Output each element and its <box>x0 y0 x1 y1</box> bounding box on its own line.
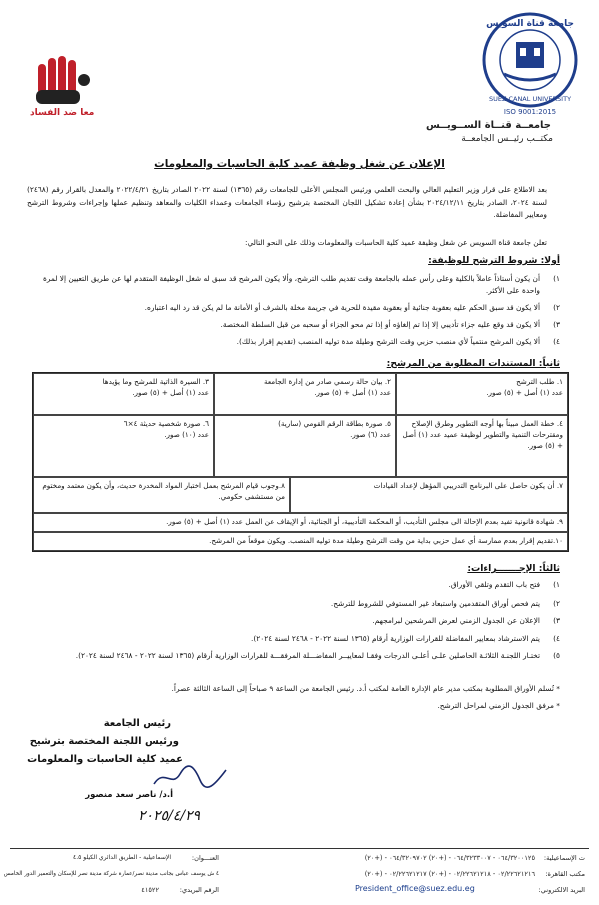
footer-divider <box>10 848 589 849</box>
footer-email-link[interactable]: President_office@suez.edu.eg <box>355 884 475 893</box>
item-text: ألا يكون المرشح منتمياً لأي منصب حزبي وقت الترشح وطيلة مدة توليه المنصب (تقديم إقرار بذلك). <box>236 337 540 346</box>
item-number: ٢) <box>553 599 560 608</box>
procedure-item <box>30 598 560 610</box>
item-text: يتم الاسترشاد بمعايير المفاضلة للقرارات الوزارية أرقام (١٣٦٥ لسنة ٢٠٢٢ - ٢٤٦٨ لسنة ٢٠٢٤). <box>251 634 540 643</box>
procedure-item <box>30 633 560 645</box>
signature-committee: ورئيس اللجنة المختصة بترشيح <box>29 736 179 747</box>
doc-cell-10: ١٠.تقديم إقرار بعدم ممارسة أي عمل حزبي بداية من وقت الترشح وطيلة مدة توليه المنصب. ويكون موقعاً من المرشح. <box>33 532 568 551</box>
procedure-item <box>30 615 560 627</box>
footer-cairo-label: مكتب القاهرة: <box>545 870 585 878</box>
procedure-item <box>30 650 560 662</box>
section-heading-conditions: أولا: شروط الترشح للوظيفة: <box>428 255 560 266</box>
doc-cell-8: ٨.وجوب قيام المرشح بعمل اختبار المواد المخدرة حديث، وأن يكون معتمد ومختوم من مستشفى حكومي. <box>33 477 290 513</box>
section-heading-documents: ثانياً: المستندات المطلوبة من المرشح: <box>386 358 560 369</box>
condition-item <box>30 319 560 331</box>
president-office-label: مكتــب رئيــس الجامعــة <box>461 134 553 144</box>
doc-cell-9: ٩. شهادة قانونية تفيد بعدم الإحالة الى مجلس التأديب، أو المحكمة التأديبية، أو الجنائية، أو الإيقاف عن العمل عدد (١) أصل + (٥) صور. <box>33 513 568 532</box>
procedure-item <box>30 579 560 591</box>
item-number: ٢) <box>553 303 560 312</box>
intro-paragraph: بعد الاطلاع على قرار وزير التعليم العالي والبحث العلمي ورئيس المجلس الأعلى للجامعات رقم (١٣٦٥) لسنة ٢٠٢٢ الصادر بتاريخ ٢٠٢٢/٤/٢١ والمعدل بالقرار رقم (٢٤٦٨) لسنة ٢٠٢٤، الصادر بتاريخ ٢٠٢٤/١٢/١١ بشأن إعادة تشكيل اللجان المختصة بترشيح رؤساء الجامعات وعمداء الكليات والمعاهد وتنظيم عملها وإجراءات وشروط الترشح ومعايير المفاضلة. <box>27 185 547 219</box>
svg-text:SUEZ CANAL UNIVERSITY: SUEZ CANAL UNIVERSITY <box>488 95 572 103</box>
item-number: ٣) <box>553 320 560 329</box>
doc-cell-7: ٧. أن يكون حاصل على البرنامج التدريبي المؤهل لإعداد القيادات <box>290 477 568 513</box>
item-text: تختـار اللجنـة الثلاثـة الحاصلين علـى أعلـى الدرجات وفقـا لمعاييــر المفاضـــلة المرفقـــة للقرارات الوزارية أرقام (١٣٦٥ لسنة ٢٠٢٢ - ٢٤٦٨ لسنة ٢٠٢٤). <box>75 651 540 660</box>
doc-cell-6: ٦. صورة شخصية حديثة ٤×٦ عدد (١٠) صور. <box>33 415 214 477</box>
doc-cell-1: ١. طلب الترشح عدد (١) أصل + (٥) صور. <box>396 373 568 415</box>
footer-address-2: ٤ ش يوسف عباس بجانب مدينة نصر/عمارة شركة مدينة نصر للإسكان والتعمير الدور الخامس <box>3 871 219 877</box>
doc-cell-2: ٢. بيان حالة رسمي صادر من إدارة الجامعة عدد (١) أصل + (٥) صور. <box>214 373 396 415</box>
signature-date: ٢٠٢٥/٤/٢٩ <box>138 808 201 824</box>
svg-text:جامعة قناة السويس: جامعة قناة السويس <box>486 19 574 29</box>
footer-phone: ٠٦٤/٣٢٠٠١٢٥ - ٠٦٤/٣٢٣٣٠٠٧ - (+٢٠) ٠٦٤/٣٢٠٩٧٠٢ - (+٢٠) <box>364 854 535 862</box>
university-name: جامعــة قنــاة الســويــس <box>426 120 551 131</box>
doc-cell-5: ٥. صورة بطاقة الرقم القومي (سارية) عدد (٦) صور. <box>214 415 396 477</box>
footer-cairo-phone: ٠٢/٢٢٦٢١٢١٦ - ٠٢/٢٢٦٢١٢١٨ - (+٢٠) ٠٢/٢٢٦٢١٢١٧ - (+٢٠) <box>364 870 535 878</box>
item-text: ألا يكون قد وقع عليه جزاء تأديبي إلا إذا تم إلغاؤه أو إذا تم محو الجزاء أو سحبه من قبل السلطة المختصة. <box>220 320 540 329</box>
item-number: ٤) <box>553 337 560 346</box>
handwritten-signature <box>150 764 230 790</box>
svg-text:ISO 9001:2015: ISO 9001:2015 <box>503 108 557 116</box>
item-text: ألا يكون قد سبق الحكم عليه بعقوبة جنائية أو بعقوبة مقيدة للحرية في جريمة مخلة بالشرف أو الأمانة ما لم يكن قد رد اليه اعتباره. <box>144 303 540 312</box>
documents-table <box>32 372 569 552</box>
anti-corruption-logo <box>30 50 96 110</box>
intro-announcement: تعلن جامعة قناة السويس عن شغل وظيفة عميد كلية الحاسبات والمعلومات وذلك على النحو التالي: <box>245 238 547 247</box>
signature-position: عميد كلية الحاسبات والمعلومات <box>27 754 183 765</box>
item-number: ٥) <box>553 651 560 660</box>
condition-item <box>30 302 560 314</box>
footer-address-1: الإسماعيلية - الطريق الدائري الكيلو ٤.٥ <box>73 854 171 861</box>
item-text: فتح باب التقدم وتلقي الأوراق. <box>448 580 540 589</box>
item-number: ١) <box>553 274 560 283</box>
signature-title: رئيس الجامعة <box>103 718 171 729</box>
condition-item <box>30 336 560 348</box>
doc-cell-3: ٣. السيرة الذاتية للمرشح وما يؤيدها عدد (١) أصل + (٥) صور. <box>33 373 214 415</box>
anti-corruption-text: معا ضد الفساد <box>30 108 95 118</box>
condition-item <box>30 273 560 297</box>
item-text: أن يكون أستاذاً عاملاً بالكلية وعلى رأس عمله بالجامعة وقت تقديم طلب الترشح، وألا يكون المرشح قد سبق له شغل الوظيفة المتقدم لها عن طريق التعيين إلا لمرة واحدة على الأكثر. <box>42 274 540 295</box>
document-title: الإعلان عن شغل وظيفة عميد كلية الحاسبات والمعلومات <box>154 158 445 170</box>
item-text: يتم فحص أوراق المتقدمين واستبعاد غير المستوفي للشروط للترشح. <box>330 599 540 608</box>
footer-address-label: العنـــوان: <box>191 854 219 862</box>
footer-phone-label: ت الإسماعيلية: <box>543 854 585 862</box>
item-text: الإعلان عن الجدول الزمني لعرض المرشحين لبرامجهم. <box>372 616 540 625</box>
doc-cell-4: ٤. خطة العمل مبيناً بها أوجه التطوير وطرق الإصلاح ومقترحات التنمية والتطوير لوظيفة عميد عدد (١) أصل + (٥) صور. <box>396 415 568 477</box>
note-item: * تُسلم الأوراق المطلوبة بمكتب مدير عام الإدارة العامة لمكتب أ.د. رئيس الجامعة من الساعة ٩ صباحاً إلى الساعة الثالثة عصراً. <box>171 684 560 693</box>
item-number: ٤) <box>553 634 560 643</box>
footer-postal-label: الرقم البريدي: <box>179 886 219 894</box>
footer-email-label: البريد الالكتروني: <box>538 886 585 894</box>
note-item: * مرفق الجدول الزمني لمراحل الترشح. <box>437 701 560 710</box>
item-number: ٣) <box>553 616 560 625</box>
section-heading-procedures: ثالثاً: الإجـــــــراءات: <box>467 563 560 574</box>
university-logo <box>474 8 586 118</box>
signatory-name: أ.د/ ناصر سعد منصور <box>85 790 173 800</box>
item-number: ١) <box>553 580 560 589</box>
footer-postal: ٤١٥٢٢ <box>141 886 159 894</box>
